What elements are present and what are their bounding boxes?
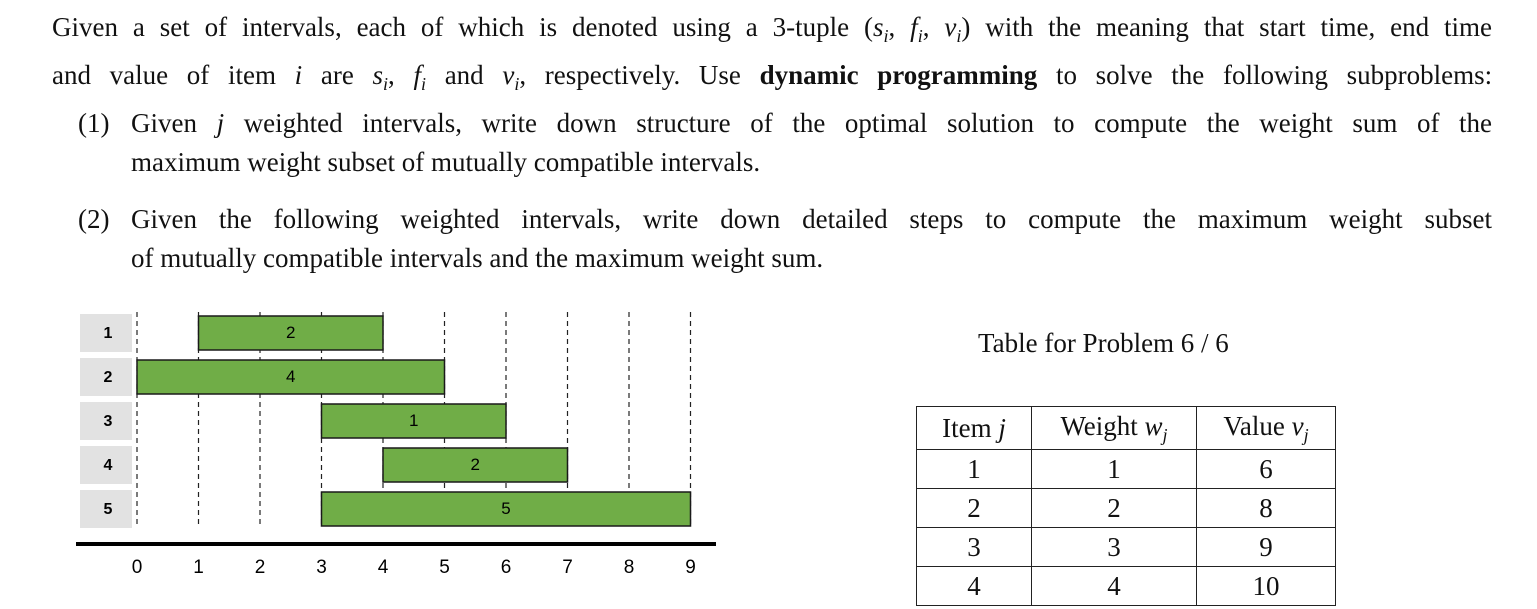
header-item: Item j: [917, 407, 1032, 450]
bar-value-label: 2: [470, 455, 480, 474]
bar-value-label: 4: [286, 367, 296, 386]
row-label: 5: [103, 501, 113, 518]
cell-value: 9: [1197, 528, 1336, 567]
intro-line-1: Given a set of intervals, each of which is denoted using a 3-tuple ($s_i$, $f_i$, $v_i$) with the meaning that start time, end time: [52, 12, 1493, 46]
header-weight: Weight $w_j$: [1032, 407, 1197, 450]
subproblem-number: (1): [78, 108, 110, 138]
subproblem-line: Given the following weighted intervals, write down detailed steps to compute the maximum weight subset: [131, 204, 1492, 234]
cell-weight: 1: [1032, 450, 1197, 489]
x-tick-label: 4: [377, 557, 389, 578]
row-label: 3: [103, 413, 113, 430]
x-tick-label: 0: [131, 557, 143, 578]
header-value: Value $v_j$: [1197, 407, 1336, 450]
cell-value: 8: [1197, 489, 1336, 528]
intervals-table: [916, 406, 1336, 606]
problem-statement: [52, 8, 1492, 104]
row-label: 4: [103, 457, 113, 474]
cell-item: 3: [917, 528, 1032, 567]
x-tick-label: 2: [254, 557, 266, 578]
table-row: [917, 567, 1336, 606]
cell-item: 2: [917, 489, 1032, 528]
row-label: 2: [103, 369, 113, 386]
x-tick-label: 8: [623, 557, 635, 578]
cell-value: 10: [1197, 567, 1336, 606]
cell-weight: 3: [1032, 528, 1197, 567]
x-tick-label: 7: [562, 557, 573, 578]
bold-term: dynamic programming: [759, 60, 1038, 90]
subproblem-line: Given j weighted intervals, write down structure of the optimal solution to compute the weight sum of the: [131, 108, 1493, 138]
bar-value-label: 1: [409, 411, 419, 430]
cell-weight: 2: [1032, 489, 1197, 528]
x-tick-label: 5: [439, 557, 450, 578]
table-row: [917, 489, 1336, 528]
cell-weight: 4: [1032, 567, 1197, 606]
interval-chart: [74, 306, 724, 596]
row-label: 1: [103, 325, 113, 342]
subproblem-2: [78, 200, 1492, 278]
cell-value: 6: [1197, 450, 1336, 489]
table-header-row: [917, 407, 1336, 450]
subproblem-1: [78, 104, 1492, 182]
intro-line-2: and value of item i are $s_i$, $f_i$ and $v_i$, respectively. Use dynamic programming to solve the following subproblems:: [52, 60, 1493, 94]
x-tick-label: 6: [500, 557, 512, 578]
x-tick-label: 3: [316, 557, 327, 578]
subproblem-line: maximum weight subset of mutually compatible intervals.: [131, 147, 761, 177]
table-row: [917, 450, 1336, 489]
bar-value-label: 2: [286, 323, 296, 342]
x-tick-label: 9: [685, 557, 696, 578]
subproblem-line: of mutually compatible intervals and the maximum weight sum.: [131, 243, 824, 273]
table-title: Table for Problem 6 / 6: [978, 328, 1229, 358]
bar-value-label: 5: [501, 499, 511, 518]
cell-item: 4: [917, 567, 1032, 606]
cell-item: 1: [917, 450, 1032, 489]
table-row: [917, 528, 1336, 567]
subproblem-number: (2): [78, 204, 110, 234]
x-tick-label: 1: [193, 557, 204, 578]
